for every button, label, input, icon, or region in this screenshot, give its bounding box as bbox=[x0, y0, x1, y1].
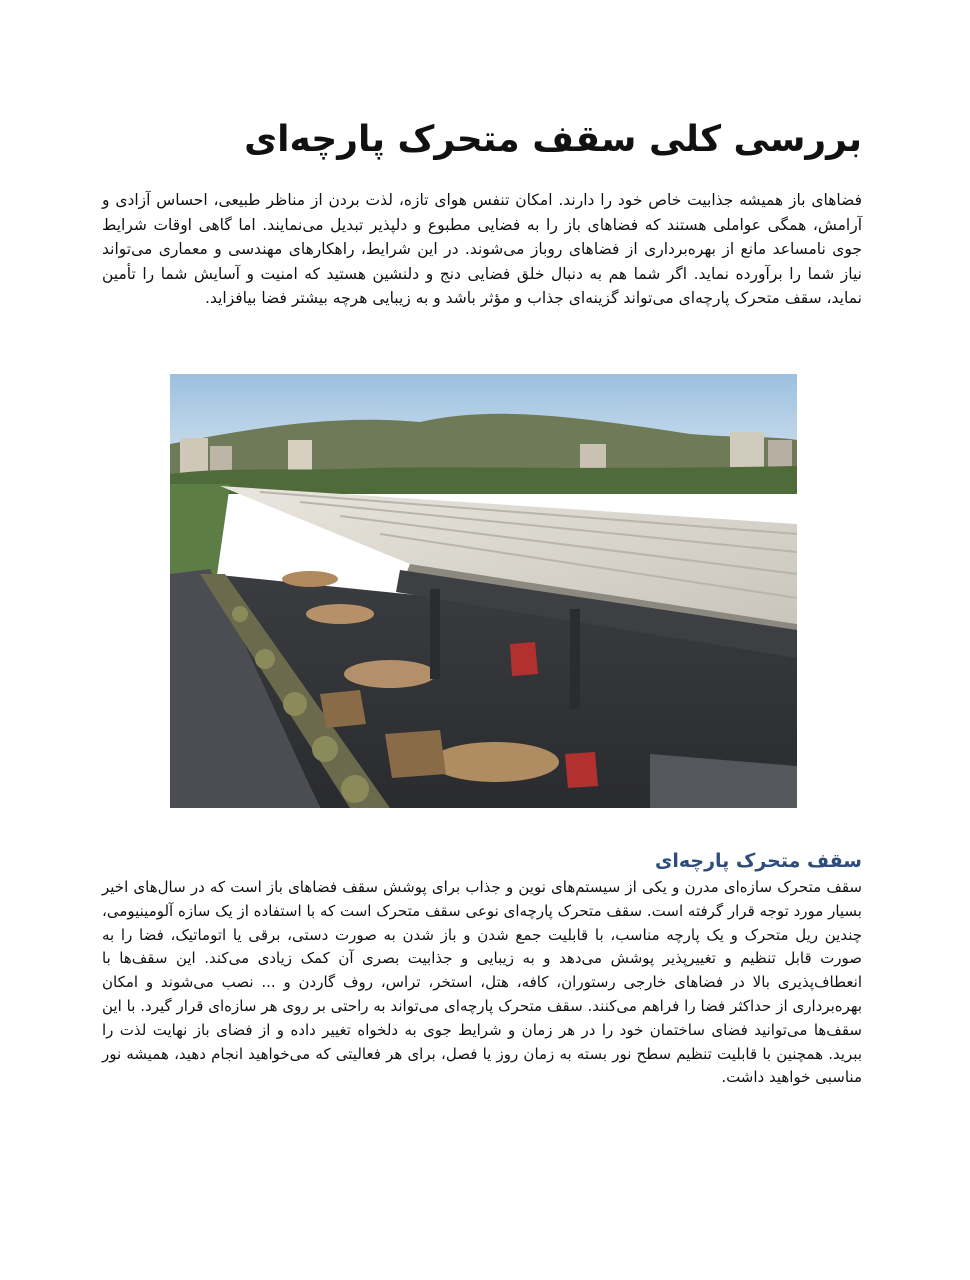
intro-paragraph: فضاهای باز همیشه جذابیت خاص خود را دارند. امکان تنفس هوای تازه، لذت بردن از مناظر طبیعی، احساس آزادی و آرامش، همگی عواملی هستند که فضاهای باز را به فضایی مطبوع و دلپذیر تبدیل می‌نمایند. اما گاهی اوقات شرایط جوی نامساعد مانع از بهره‌برداری از فضاهای روباز می‌شوند. در این شرایط، راهکارهای مهندسی و معماری می‌تواند نیاز شما را برآورده نماید. اگر شما هم به دنبال خلق فضایی دنج و دلنشین هستید که امنیت و آسایش شما را تأمین نماید، سقف متحرک پارچه‌ای می‌تواند گزینه‌ای جذاب و مؤثر باشد و به زیبایی هرچه بیشتر فضا بیافزاید. bbox=[102, 191, 862, 308]
section-heading: سقف متحرک پارچه‌ای bbox=[654, 850, 862, 872]
section-paragraph: سقف متحرک سازه‌ای مدرن و یکی از سیستم‌های نوین و جذاب برای پوشش سقف فضاهای باز است که در سال‌های اخیر بسیار مورد توجه قرار گرفته است. سقف متحرک پارچه‌ای نوعی سقف متحرک است که با استفاده از یک سازه آلومینیومی، چندین ریل متحرک و یک پارچه مناسب، با قابلیت جمع شدن و باز شدن به صورت دستی، برقی یا اتوماتیک، فضا را به صورت قابل تنظیم و تغییرپذیر پوشش می‌دهد و به زیبایی و جذابیت بصری آن کمک زیادی می‌کند. این سقف‌ها با انعطاف‌پذیری بالا در فضاهای خارجی رستوران، کافه، هتل، استخر، تراس، روف گاردن و ... نصب می‌شوند و امکان بهره‌برداری از حداکثر فضا را فراهم می‌کنند. سقف متحرک پارچه‌ای می‌تواند به راحتی بر روی هر سازه‌ای قرار گیرد. با این سقف‌ها می‌توانید فضای ساختمان خود را در هر زمان و شرایط جوی به دلخواه تغییر داده و از فضای باز نهایت لذت را ببرید. همچنین با قابلیت تنظیم سطح نور بسته به زمان روز یا فصل، برای هر فعالیتی که می‌خواهید انجام دهید، همیشه نور مناسبی خواهید داشت. bbox=[102, 878, 862, 1087]
retractable-roof-photo bbox=[170, 374, 797, 808]
page-title: بررسی کلی سقف متحرک پارچه‌ای bbox=[244, 119, 862, 160]
